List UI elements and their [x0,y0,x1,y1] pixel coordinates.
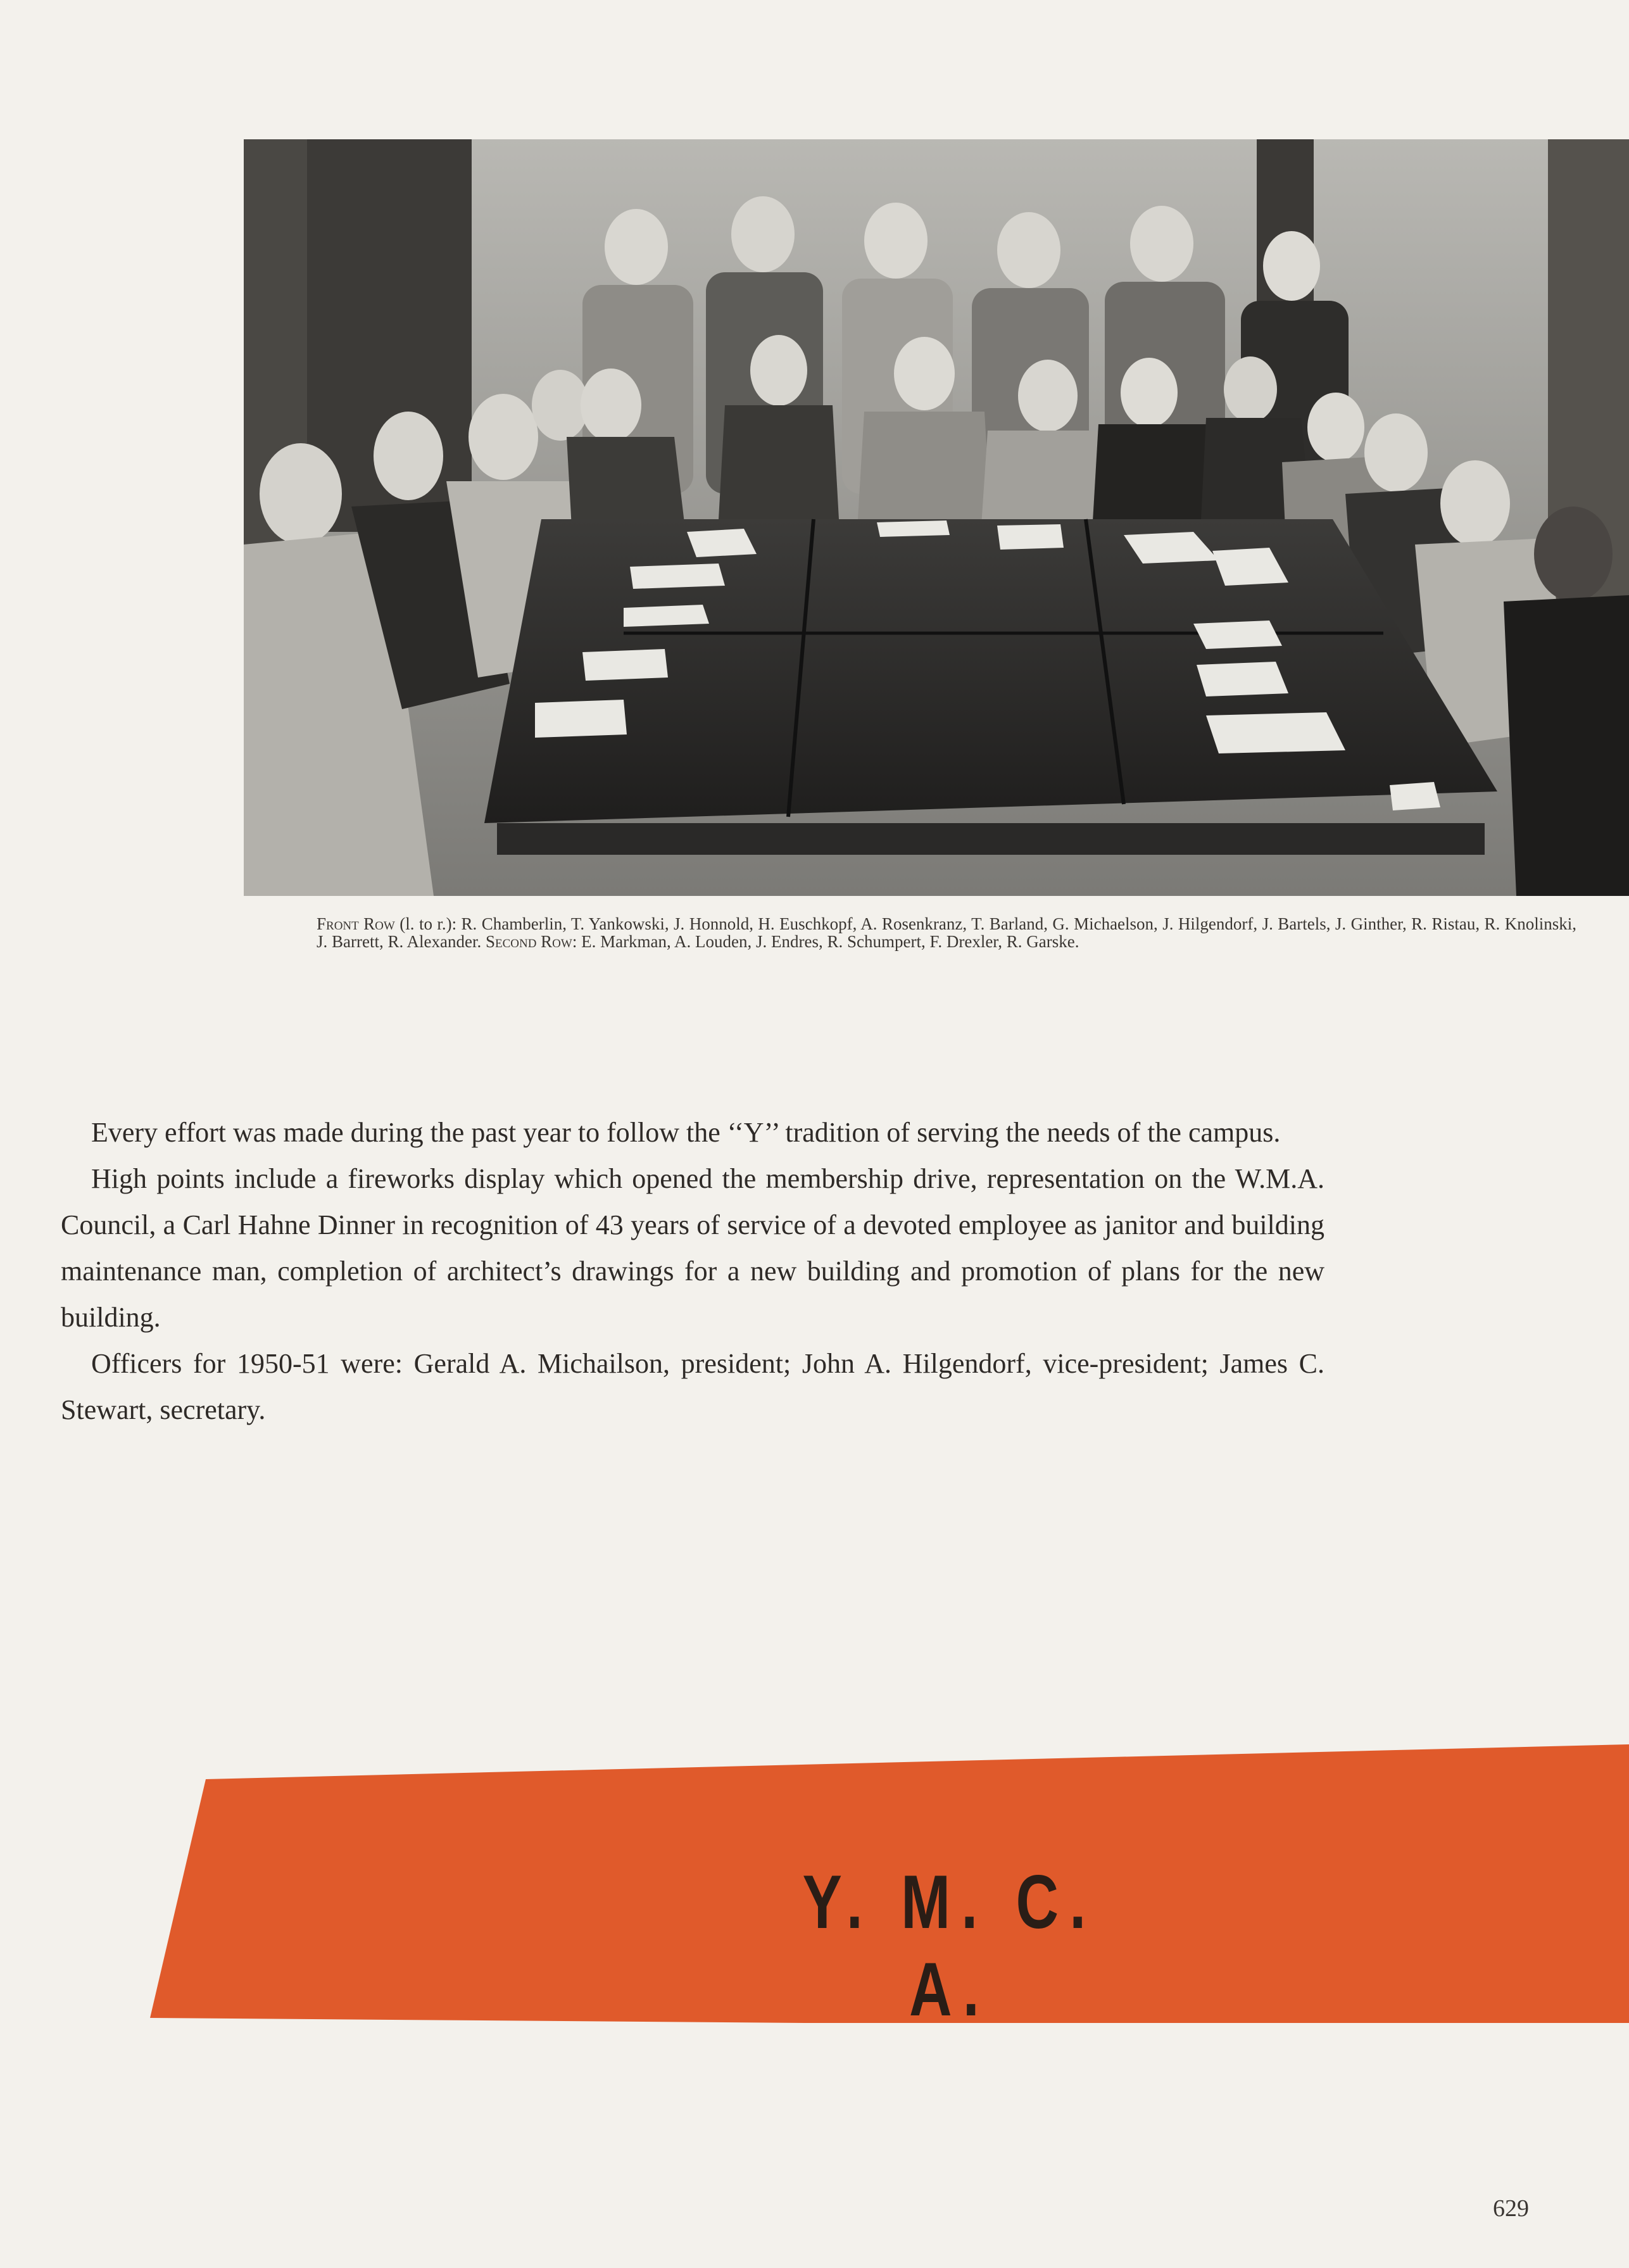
photo-caption [317,915,1576,950]
front-row-label: Front Row [317,914,395,933]
paragraph-1: Every effort was made during the past year to follow the ‘‘Y’’ tradition of serving the needs of the campus. [91,1117,1281,1148]
second-row-label: Second Row [485,932,572,951]
front-row-names: (l. to r.): R. Chamberlin, T. Yankowski, J. Honnold, H. Euschkopf, A. Rosenkranz, T. Barland, G. Michaelson, J. Hilgendorf, J. Bartels, J. Ginther, R. Ristau, R. Knolinski, J. Barrett, R. Alexander. [317,914,1576,951]
paragraph-3: Officers for 1950-51 were: Gerald A. Michailson, president; John A. Hilgendorf, vice-president; James C. Stewart, secretary. [61,1348,1324,1425]
group-photo [244,139,1629,896]
group-photo-image [244,139,1629,896]
paragraph-2: High points include a fireworks display which opened the membership drive, representation on the W.M.A. Council, a Carl Hahne Dinner in recognition of 43 years of service of a devoted employee as janitor and building maintenance man, completion of architect’s drawings for a new building and promotion of plans for the new building. [61,1163,1324,1333]
second-row-names: : E. Markman, A. Louden, J. Endres, R. Schumpert, F. Drexler, R. Garske. [572,932,1079,951]
article-body [61,1109,1324,1433]
page-number: 629 [1493,2195,1529,2222]
page-title: Y. M. C. A. [802,1860,1097,2032]
